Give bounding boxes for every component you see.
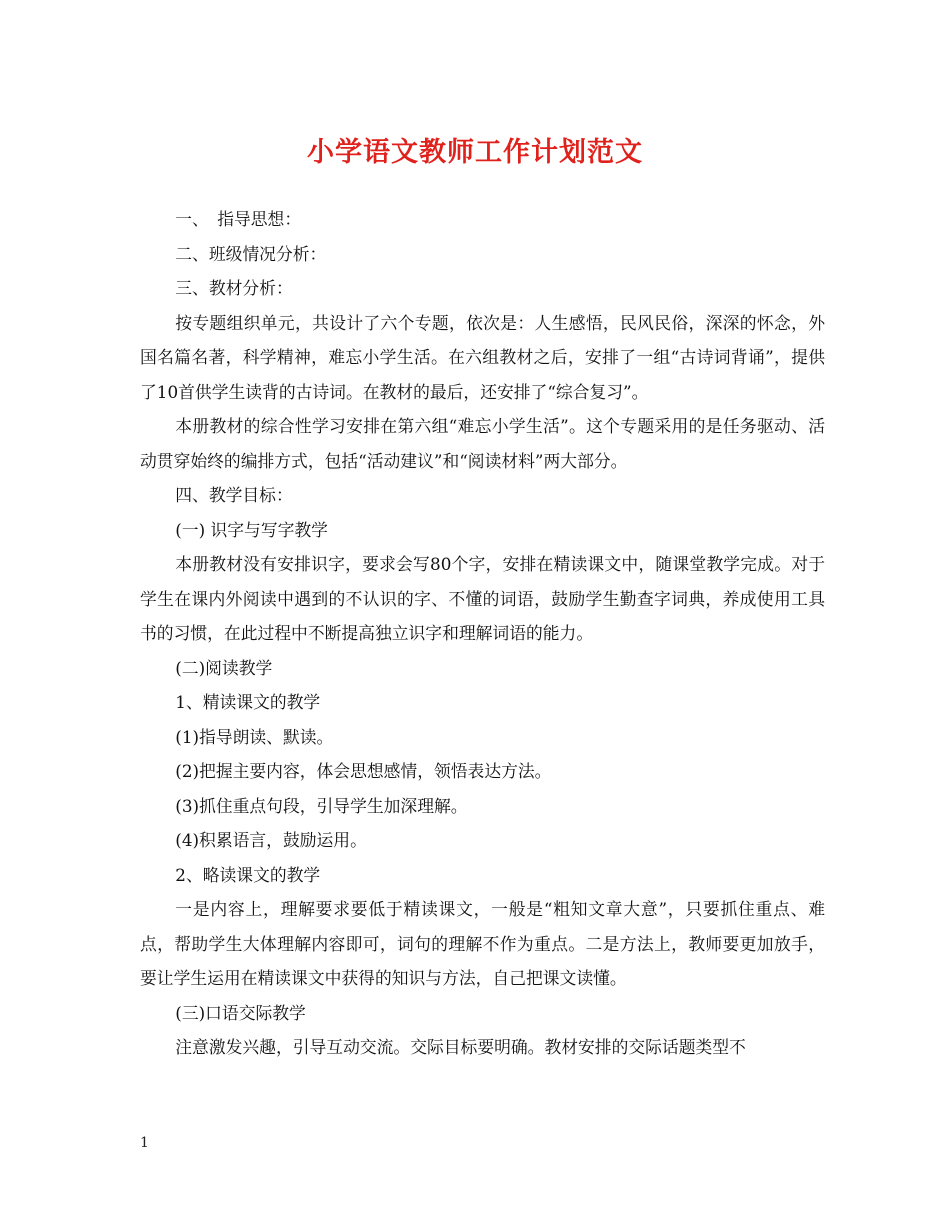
paragraph-comprehensive-learning: 本册教材的综合性学习安排在第六组“难忘小学生活”。这个专题采用的是任务驱动、活动贯穿始终的编排方式，包括“活动建议”和“阅读材料”两大部分。 xyxy=(140,416,825,471)
document-title: 小学语文教师工作计划范文 xyxy=(307,137,643,168)
heading-class-analysis: 二、班级情况分析： xyxy=(175,243,327,264)
list-item-reading-3: (3)抓住重点句段，引导学生加深理解。 xyxy=(175,795,468,816)
item-intensive-reading: 1、精读课文的教学 xyxy=(175,692,321,712)
paragraph-skim-reading: 一是内容上，理解要求要低于精读课文，一般是“粗知文章大意”，只要抓住重点、难点，帮助学生大体理解内容即可，词句的理解不作为重点。二是方法上，教师要更加放手，要让学生运用在精读课文中获得的知识与方法，自己把课文读懂。 xyxy=(140,899,825,988)
heading-guiding-thought: 一、 指导思想： xyxy=(175,209,302,229)
subheading-oral-communication: (三)口语交际教学 xyxy=(175,1002,306,1023)
paragraph-textbook-topics: 按专题组织单元，共设计了六个专题，依次是：人生感悟，民风民俗，深深的怀念，外国名篇名著，科学精神，难忘小学生活。在六组教材之后，安排了一组“古诗词背诵”，提供了10首供学生读背的古诗词。在教材的最后，还安排了“综合复习”。 xyxy=(140,312,825,402)
list-item-reading-4: (4)积累语言，鼓励运用。 xyxy=(175,830,367,850)
list-item-reading-1: (1)指导朗读、默读。 xyxy=(175,726,334,747)
document-body xyxy=(140,202,825,1065)
list-item-reading-2: (2)把握主要内容，体会思想感情，领悟表达方法。 xyxy=(175,761,552,781)
heading-textbook-analysis: 三、教材分析： xyxy=(175,278,293,298)
page-number: 1 xyxy=(140,1135,149,1151)
paragraph-literacy-writing: 本册教材没有安排识字，要求会写80个字，安排在精读课文中，随课堂教学完成。对于学生在课内外阅读中遇到的不认识的字、不懂的词语，鼓励学生勤查字词典，养成使用工具书的习惯，在此过程中不断提高独立识字和理解词语的能力。 xyxy=(140,554,825,643)
item-skim-reading: 2、略读课文的教学 xyxy=(175,864,321,885)
subheading-reading: (二)阅读教学 xyxy=(175,657,273,678)
subheading-literacy-writing: (一) 识字与写字教学 xyxy=(175,519,328,540)
heading-teaching-goals: 四、教学目标： xyxy=(175,485,293,505)
paragraph-oral-communication: 注意激发兴趣，引导互动交流。交际目标要明确。教材安排的交际话题类型不 xyxy=(175,1037,746,1057)
